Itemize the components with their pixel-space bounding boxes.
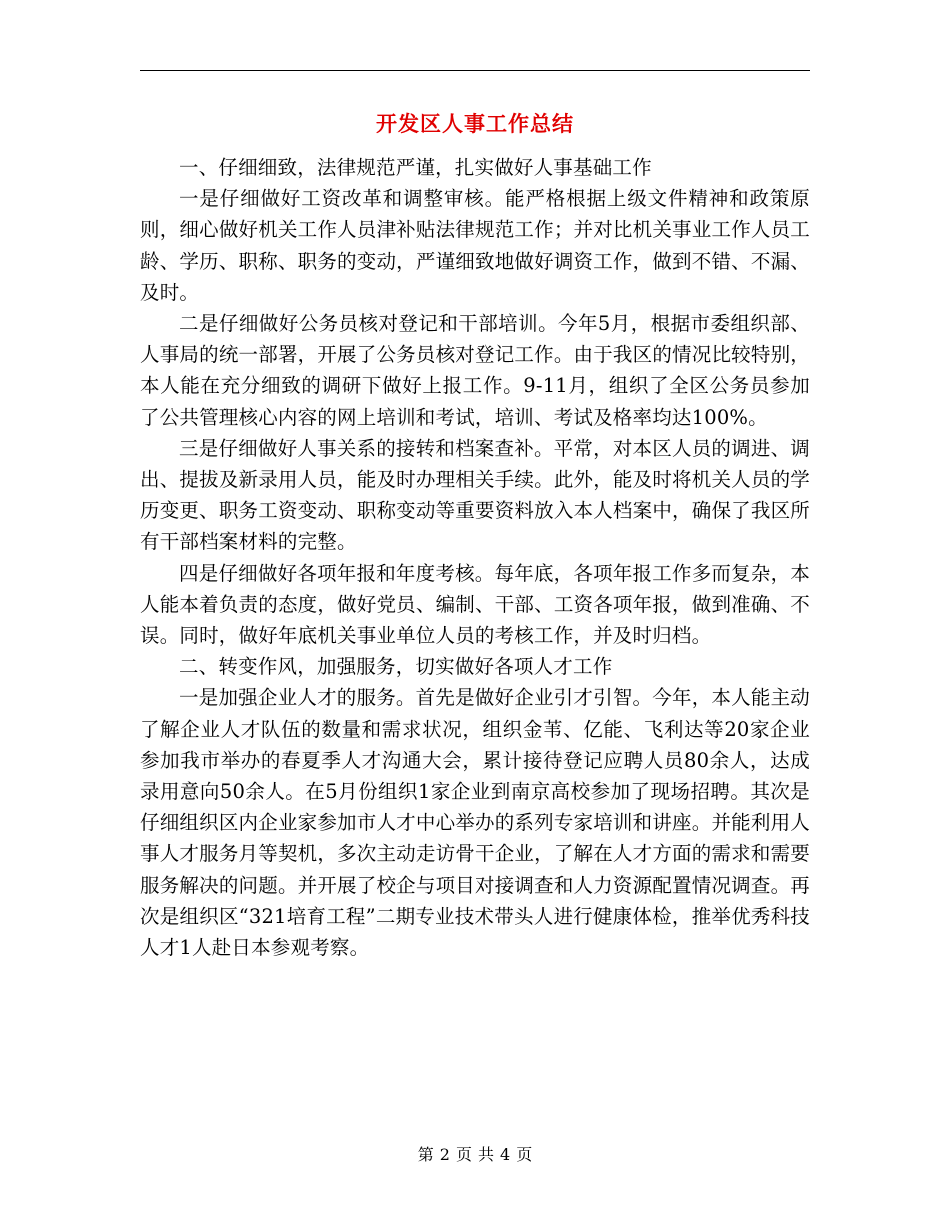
footer-page-label: 页 bbox=[455, 1145, 472, 1164]
paragraph-annual-reports: 四是仔细做好各项年报和年度考核。每年底，各项年报工作多而复杂，本人能本着负责的态度，做好党员、编制、干部、工资各项年报，做到准确、不误。同时，做好年底机关事业单位人员的考核工作，并及时归档。 bbox=[140, 561, 810, 648]
header-rule bbox=[140, 70, 810, 71]
document-title: 开发区人事工作总结 bbox=[376, 111, 574, 136]
paragraph-personnel-files: 三是仔细做好人事关系的接转和档案查补。平常，对本区人员的调进、调出、提拔及新录用人员，能及时办理相关手续。此外，能及时将机关人员的学历变更、职务工资变动、职称变动等重要资料放入本人档案中，确保了我区所有干部档案材料的完整。 bbox=[140, 436, 810, 554]
paragraph-salary-review: 一是仔细做好工资改革和调整审核。能严格根据上级文件精神和政策原则，细心做好机关工作人员津补贴法律规范工作；并对比机关事业工作人员工龄、学历、职称、职务的变动，严谨细致地做好调资工作，做到不错、不漏、及时。 bbox=[140, 187, 810, 304]
paragraph-enterprise-talent: 一是加强企业人才的服务。首先是做好企业引才引智。今年，本人能主动了解企业人才队伍的数量和需求状况，组织金苇、亿能、飞利达等20家企业参加我市举办的春夏季人才沟通大会，累计接待登记应聘人员80余人，达成录用意向50余人。在5月份组织1家企业到南京高校参加了现场招聘。其次是仔细组织区内企业家参加市人才中心举办的系列专家培训和讲座。并能利用人事人才服务月等契机，多次主动走访骨干企业，了解在人才方面的需求和需要服务解决的问题。并开展了校企与项目对接调查和人力资源配置情况调查。再次是组织区“321培育工程”二期专业技术带头人进行健康体检，推举优秀科技人才1人赴日本参观考察。 bbox=[140, 686, 810, 960]
paragraph-civil-servant-registration: 二是仔细做好公务员核对登记和干部培训。今年5月，根据市委组织部、人事局的统一部署，开展了公务员核对登记工作。由于我区的情况比较特别，本人能在充分细致的调研下做好上报工作。9-11月，组织了全区公务员参加了公共管理核心内容的网上培训和考试，培训、考试及格率均达100%。 bbox=[140, 312, 810, 429]
footer-suffix: 页 bbox=[516, 1145, 533, 1164]
document-body bbox=[140, 152, 810, 963]
footer-total-prefix: 共 bbox=[478, 1145, 495, 1164]
page-footer bbox=[0, 1145, 950, 1165]
section-heading-2: 二、转变作风，加强服务，切实做好各项人才工作 bbox=[179, 655, 613, 679]
footer-page-total: 4 bbox=[500, 1145, 511, 1164]
footer-page-current: 2 bbox=[439, 1145, 450, 1164]
footer-prefix: 第 bbox=[417, 1145, 434, 1164]
section-heading-1: 一、仔细细致，法律规范严谨，扎实做好人事基础工作 bbox=[179, 156, 652, 179]
